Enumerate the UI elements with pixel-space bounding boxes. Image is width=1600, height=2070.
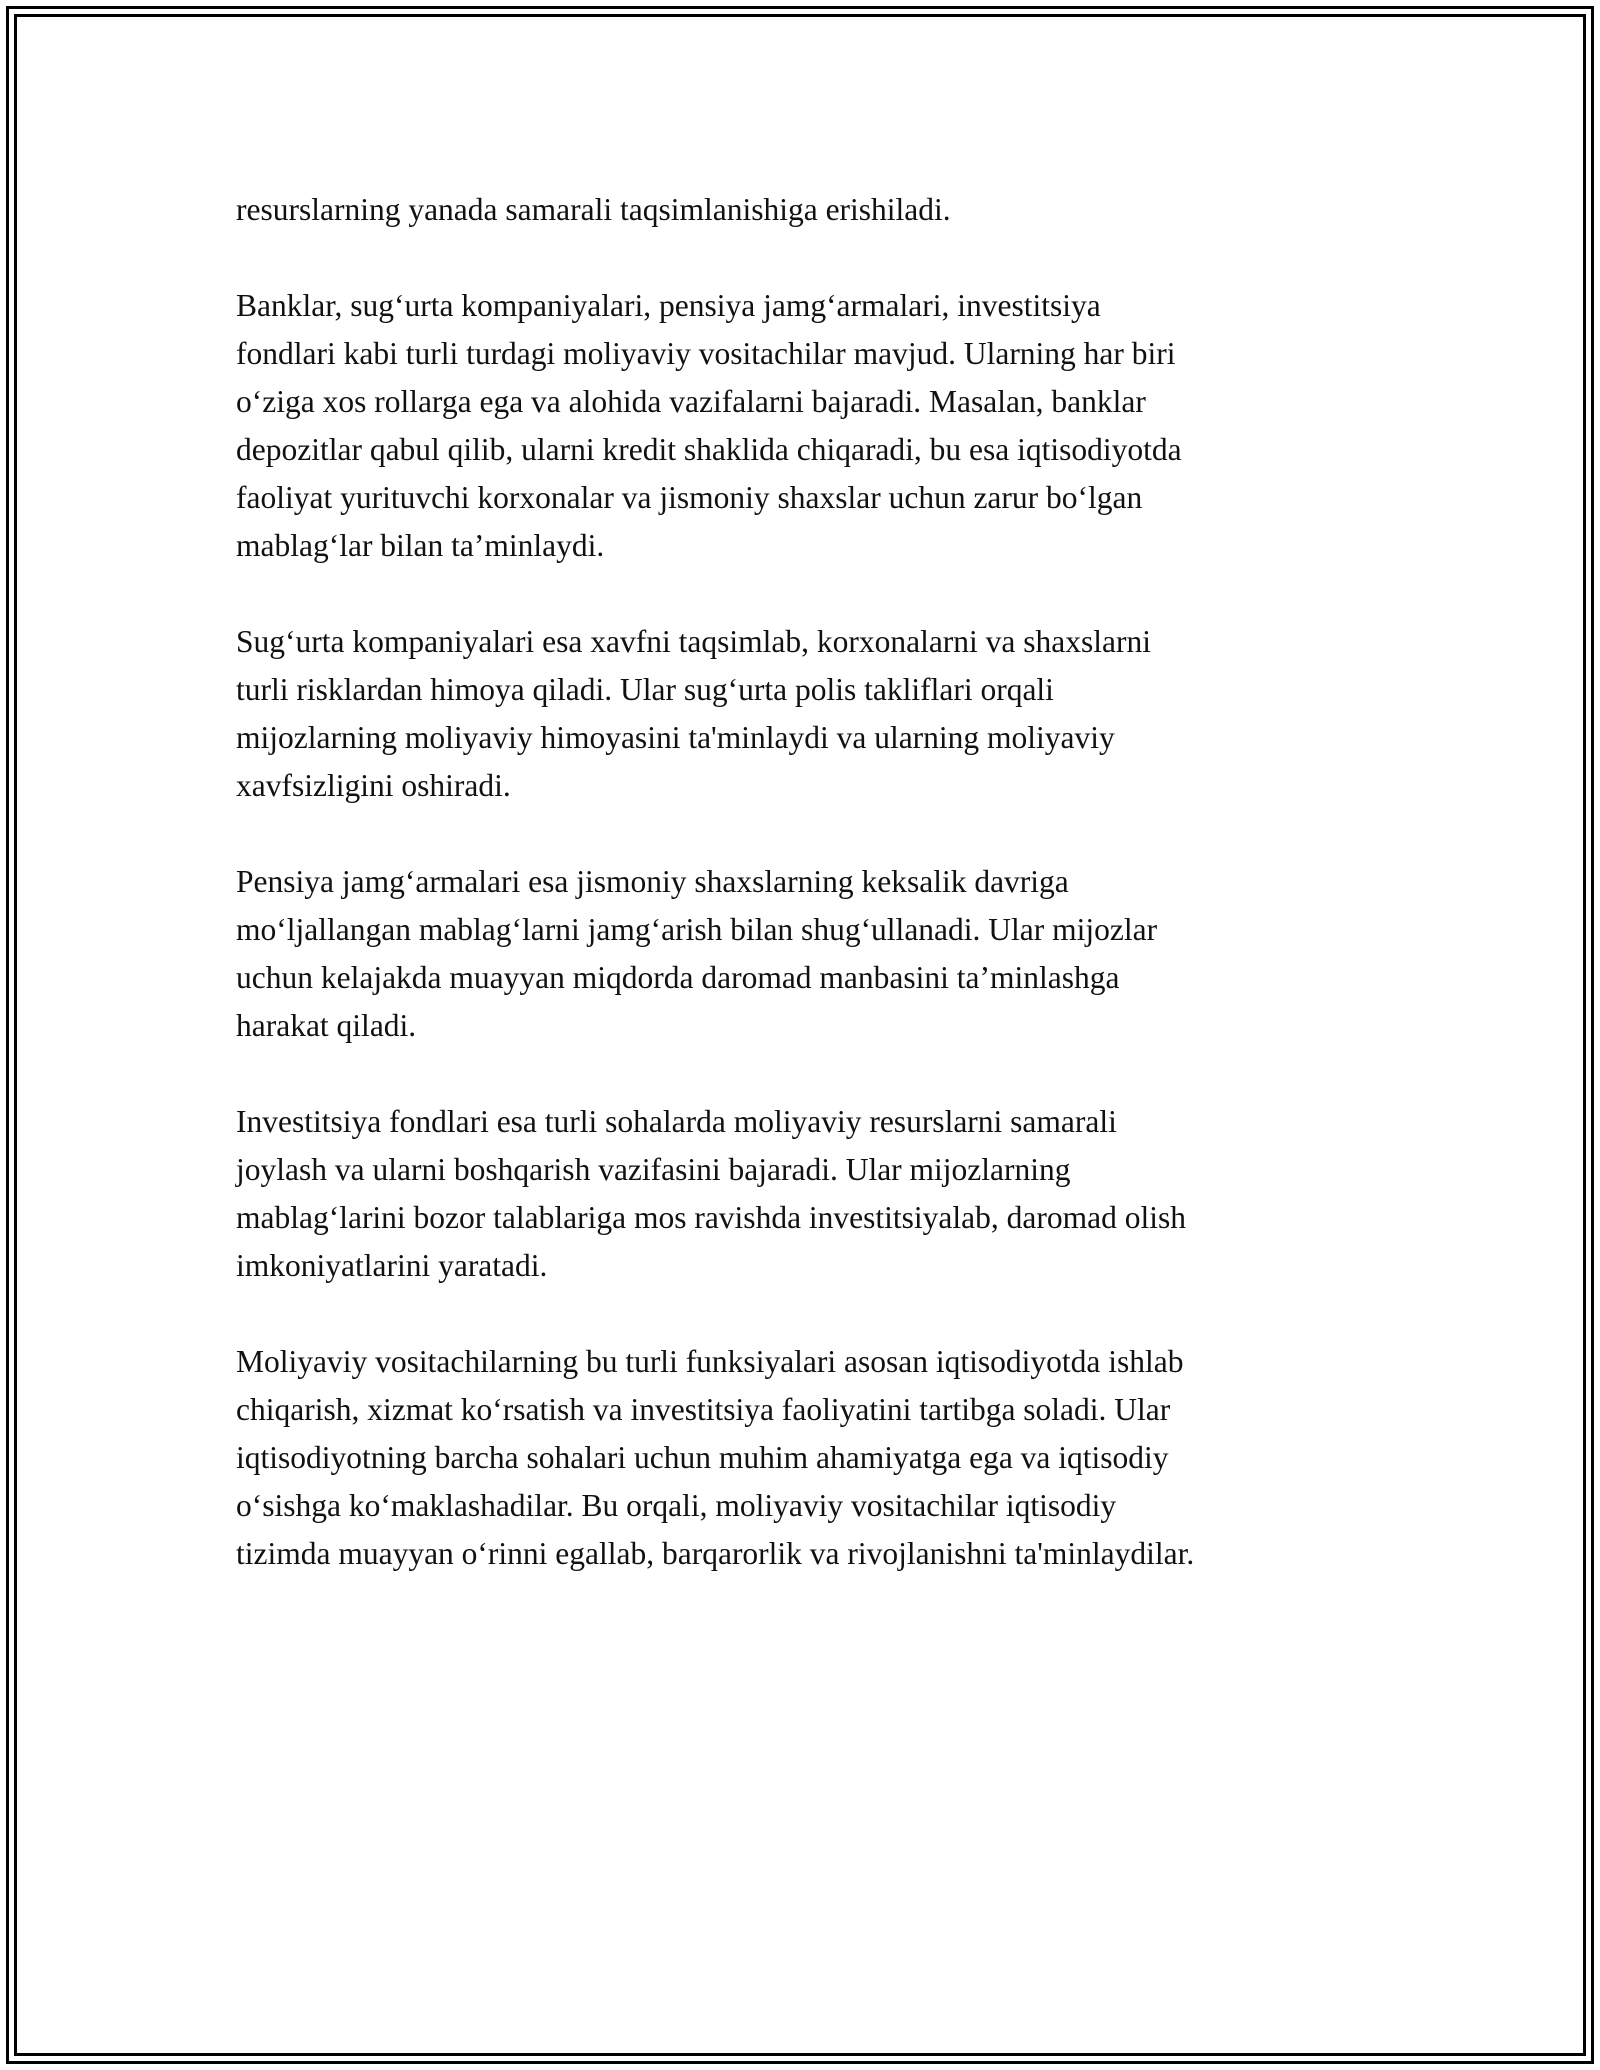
text-line: harakat qiladi. [236,1008,417,1043]
text-line: mablag‘lar bilan ta’minlaydi. [236,528,605,563]
text-line: Investitsiya fondlari esa turli sohalarda moliyaviy resurslarni samarali [236,1104,1117,1139]
text-line: mo‘ljallangan mablag‘larni jamg‘arish bilan shug‘ullanadi. Ular mijozlar [236,912,1158,947]
text-line: iqtisodiyotning barcha sohalari uchun muhim ahamiyatga ega va iqtisodiy [236,1440,1169,1475]
text-line: chiqarish, xizmat ko‘rsatish va investitsiya faoliyatini tartibga soladi. Ular [236,1392,1171,1427]
text-line: uchun kelajakda muayyan miqdorda daromad manbasini ta’minlashga [236,960,1120,995]
text-line: mablag‘larini bozor talablariga mos ravishda investitsiyalab, daromad olish [236,1200,1186,1235]
text-line: Moliyaviy vositachilarning bu turli funksiyalari asosan iqtisodiyotda ishlab [236,1344,1184,1379]
text-line: Sug‘urta kompaniyalari esa xavfni taqsimlab, korxonalarni va shaxslarni [236,624,1151,659]
text-line: depozitlar qabul qilib, ularni kredit shaklida chiqaradi, bu esa iqtisodiyotda [236,432,1182,467]
text-line: Banklar, sug‘urta kompaniyalari, pensiya jamg‘armalari, investitsiya [236,288,1101,323]
paragraph-1 [236,186,1366,234]
text-line: joylash va ularni boshqarish vazifasini bajaradi. Ular mijozlarning [236,1152,1071,1187]
text-line: resurslarning yanada samarali taqsimlanishiga erishiladi. [236,192,951,227]
text-line: turli risklardan himoya qiladi. Ular sug‘urta polis takliflari orqali [236,672,1054,707]
document-body [236,186,1366,1626]
text-line: tizimda muayyan o‘rinni egallab, barqarorlik va rivojlanishni ta'minlaydilar. [236,1536,1195,1571]
text-line: o‘sishga ko‘maklashadilar. Bu orqali, moliyaviy vositachilar iqtisodiy [236,1488,1117,1523]
text-line: fondlari kabi turli turdagi moliyaviy vositachilar mavjud. Ularning har biri [236,336,1176,371]
paragraph-4 [236,858,1366,1050]
text-line: Pensiya jamg‘armalari esa jismoniy shaxslarning keksalik davriga [236,864,1069,899]
paragraph-5 [236,1098,1366,1290]
text-line: mijozlarning moliyaviy himoyasini ta'minlaydi va ularning moliyaviy [236,720,1115,755]
paragraph-3 [236,618,1366,810]
text-line: xavfsizligini oshiradi. [236,768,511,803]
paragraph-2 [236,282,1366,570]
text-line: o‘ziga xos rollarga ega va alohida vazifalarni bajaradi. Masalan, banklar [236,384,1146,419]
paragraph-6 [236,1338,1366,1578]
text-line: imkoniyatlarini yaratadi. [236,1248,548,1283]
text-line: faoliyat yurituvchi korxonalar va jismoniy shaxslar uchun zarur bo‘lgan [236,480,1143,515]
